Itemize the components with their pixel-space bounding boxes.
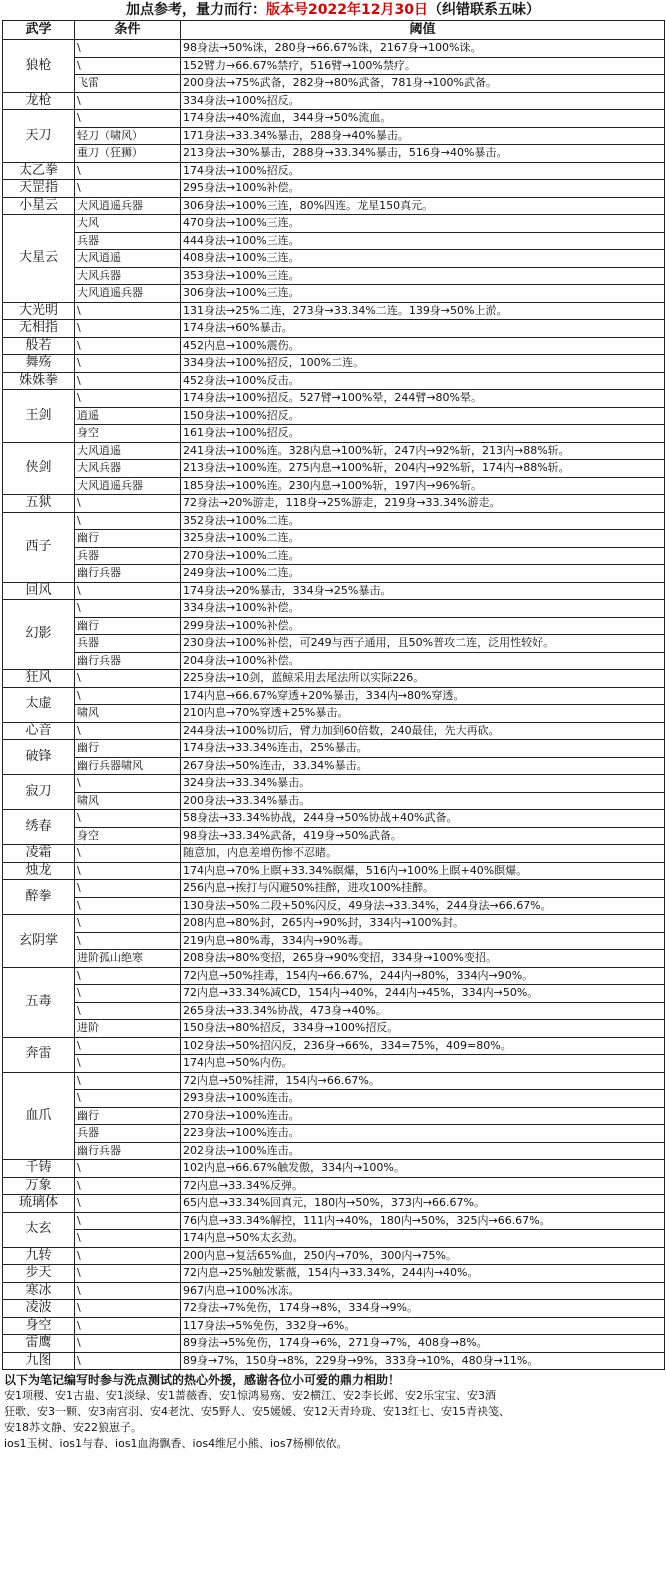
table-row bbox=[3, 792, 665, 810]
threshold-cell: 131身法→25%二连，273身→33.34%二连。139身→50%上淤。 bbox=[181, 302, 665, 320]
condition-cell: \ bbox=[75, 897, 181, 915]
table-row bbox=[3, 810, 665, 828]
threshold-cell: 306身法→100%三连，80%四连。龙星150真元。 bbox=[181, 197, 665, 215]
threshold-cell: 58身法→33.34%协战，244身→50%协战+40%武备。 bbox=[181, 810, 665, 828]
condition-cell: 逍遥 bbox=[75, 407, 181, 425]
table-row bbox=[3, 180, 665, 198]
table-row bbox=[3, 1300, 665, 1318]
condition-cell: \ bbox=[75, 1160, 181, 1178]
threshold-cell: 306身法→100%三连。 bbox=[181, 285, 665, 303]
table-row bbox=[3, 862, 665, 880]
condition-cell: \ bbox=[75, 775, 181, 793]
skill-name-cell: 太玄 bbox=[3, 1212, 75, 1247]
table-row bbox=[3, 407, 665, 425]
title-suffix: （纠错联系五味） bbox=[427, 2, 540, 18]
condition-cell: \ bbox=[75, 915, 181, 933]
condition-cell: \ bbox=[75, 1300, 181, 1318]
threshold-cell: 408身法→100%三连。 bbox=[181, 250, 665, 268]
condition-cell: 幽行 bbox=[75, 1107, 181, 1125]
condition-cell: \ bbox=[75, 337, 181, 355]
threshold-cell: 299身法→100%补偿。 bbox=[181, 617, 665, 635]
condition-cell: \ bbox=[75, 1055, 181, 1073]
table-row bbox=[3, 845, 665, 863]
table-row bbox=[3, 600, 665, 618]
threshold-cell: 72内息→50%挂毒，154内→66.67%，244内→80%，334内→90%。 bbox=[181, 967, 665, 985]
table-row bbox=[3, 687, 665, 705]
threshold-cell: 72内息→33.34%减CD，154内→40%，244内→45%，334内→50%。 bbox=[181, 985, 665, 1003]
table-row bbox=[3, 915, 665, 933]
table-row bbox=[3, 1090, 665, 1108]
threshold-cell: 150身法→80%招反，334身→100%招反。 bbox=[181, 1020, 665, 1038]
condition-cell: 身空 bbox=[75, 425, 181, 443]
condition-cell: \ bbox=[75, 1177, 181, 1195]
condition-cell: 幽行兵器 bbox=[75, 1142, 181, 1160]
table-row bbox=[3, 1107, 665, 1125]
condition-cell: \ bbox=[75, 582, 181, 600]
condition-cell: 幽行兵器啸风 bbox=[75, 757, 181, 775]
table-row bbox=[3, 1055, 665, 1073]
threshold-cell: 174身法→100%招反。 bbox=[181, 162, 665, 180]
table-body bbox=[3, 40, 665, 1370]
condition-cell: \ bbox=[75, 1195, 181, 1213]
skill-name-cell: 狂风 bbox=[3, 670, 75, 688]
condition-cell: 大风逍遥兵器 bbox=[75, 285, 181, 303]
threshold-cell: 202身法→100%连击。 bbox=[181, 1142, 665, 1160]
skill-name-cell: 九转 bbox=[3, 1247, 75, 1265]
condition-cell: 大风逍遥 bbox=[75, 250, 181, 268]
condition-cell: 兵器 bbox=[75, 232, 181, 250]
table-row bbox=[3, 880, 665, 898]
table-row bbox=[3, 425, 665, 443]
condition-cell: 大风逍遥 bbox=[75, 442, 181, 460]
skill-name-cell: 幻影 bbox=[3, 600, 75, 670]
condition-cell: 幽行 bbox=[75, 740, 181, 758]
credits-heading: 以下为笔记编写时参与洗点测试的热心外援，感谢各位小可爱的鼎力相助！ bbox=[4, 1373, 401, 1387]
threshold-cell: 72内息→25%触发紫薇，154内→33.34%，244内→40%。 bbox=[181, 1265, 665, 1283]
threshold-cell: 270身法→100%二连。 bbox=[181, 547, 665, 565]
condition-cell: 幽行 bbox=[75, 530, 181, 548]
threshold-cell: 72内息→33.34%反弹。 bbox=[181, 1177, 665, 1195]
skill-name-cell: 般若 bbox=[3, 337, 75, 355]
table-row bbox=[3, 250, 665, 268]
threshold-cell: 174身法→100%招反。527臂→100%晕，244臂→80%晕。 bbox=[181, 390, 665, 408]
skill-name-cell: 万象 bbox=[3, 1177, 75, 1195]
table-row bbox=[3, 652, 665, 670]
threshold-cell: 150身法→100%招反。 bbox=[181, 407, 665, 425]
skill-name-cell: 太乙拳 bbox=[3, 162, 75, 180]
skill-name-cell: 大光明 bbox=[3, 302, 75, 320]
table-row bbox=[3, 1230, 665, 1248]
condition-cell: \ bbox=[75, 862, 181, 880]
condition-cell: \ bbox=[75, 372, 181, 390]
condition-cell: \ bbox=[75, 1037, 181, 1055]
skill-name-cell: 五毒 bbox=[3, 967, 75, 1037]
threshold-cell: 213身法→30%暴击，288身→33.34%暴击，516身→40%暴击。 bbox=[181, 145, 665, 163]
condition-cell: 幽行兵器 bbox=[75, 565, 181, 583]
condition-cell: \ bbox=[75, 932, 181, 950]
condition-cell: 兵器 bbox=[75, 635, 181, 653]
threshold-cell: 256内息→挨打与闪避50%挂醉，进攻100%挂醉。 bbox=[181, 880, 665, 898]
header-skill: 武学 bbox=[3, 21, 75, 40]
condition-cell: 身空 bbox=[75, 827, 181, 845]
threshold-cell: 244身法→100%切后，臂力加到60倍数，240最佳，先大再砍。 bbox=[181, 722, 665, 740]
table-row bbox=[3, 565, 665, 583]
threshold-cell: 152臂力→66.67%禁疗，516臂→100%禁疗。 bbox=[181, 57, 665, 75]
table-row bbox=[3, 932, 665, 950]
credits-line: 狂歌、安3一颗、安3南宫羽、安4老沈、安5野人、安5媛媛、安12天青玲珑、安13红七、安15青袂笺、 bbox=[4, 1405, 510, 1418]
skill-name-cell: 大星云 bbox=[3, 215, 75, 303]
threshold-cell: 174身法→20%暴击，334身→25%暴击。 bbox=[181, 582, 665, 600]
skill-name-cell: 凌波 bbox=[3, 1300, 75, 1318]
table-row bbox=[3, 267, 665, 285]
condition-cell: \ bbox=[75, 880, 181, 898]
table-row bbox=[3, 302, 665, 320]
threshold-cell: 452身法→100%反击。 bbox=[181, 372, 665, 390]
skill-name-cell: 西子 bbox=[3, 512, 75, 582]
title-prefix: 加点参考，量力而行： bbox=[126, 2, 267, 18]
table-row bbox=[3, 757, 665, 775]
threshold-cell: 353身法→100%三连。 bbox=[181, 267, 665, 285]
skill-name-cell: 绣春 bbox=[3, 810, 75, 845]
table-row bbox=[3, 460, 665, 478]
condition-cell: 啸风 bbox=[75, 705, 181, 723]
threshold-cell: 72身法→20%游走，118身→25%游走，219身→33.34%游走。 bbox=[181, 495, 665, 513]
threshold-cell: 161身法→100%招反。 bbox=[181, 425, 665, 443]
threshold-cell: 117身法→5%免伤，332身→6%。 bbox=[181, 1317, 665, 1335]
threshold-cell: 89身→7%，150身→8%，229身→9%，333身→10%，480身→11%。 bbox=[181, 1352, 665, 1370]
table-row bbox=[3, 1335, 665, 1353]
table-row bbox=[3, 477, 665, 495]
skill-name-cell: 五狱 bbox=[3, 495, 75, 513]
threshold-cell: 295身法→100%补偿。 bbox=[181, 180, 665, 198]
threshold-cell: 174身法→60%暴击。 bbox=[181, 320, 665, 338]
skill-name-cell: 心音 bbox=[3, 722, 75, 740]
threshold-cell: 334身法→100%补偿。 bbox=[181, 600, 665, 618]
threshold-cell: 208身法→80%变招，265身→90%变招，334身→100%变招。 bbox=[181, 950, 665, 968]
condition-cell: 进阶孤山绝寒 bbox=[75, 950, 181, 968]
condition-cell: \ bbox=[75, 670, 181, 688]
skill-name-cell: 舞殇 bbox=[3, 355, 75, 373]
header-condition: 条件 bbox=[75, 21, 181, 40]
table-row bbox=[3, 110, 665, 128]
threshold-cell: 随意加，内息差增伤惨不忍睹。 bbox=[181, 845, 665, 863]
skill-name-cell: 九图 bbox=[3, 1352, 75, 1370]
condition-cell: \ bbox=[75, 1265, 181, 1283]
condition-cell: \ bbox=[75, 512, 181, 530]
skill-name-cell: 雷鹰 bbox=[3, 1335, 75, 1353]
condition-cell: \ bbox=[75, 810, 181, 828]
table-row bbox=[3, 670, 665, 688]
skill-name-cell: 奔雷 bbox=[3, 1037, 75, 1072]
threshold-cell: 65内息→33.34%回真元，180内→50%，373内→66.67%。 bbox=[181, 1195, 665, 1213]
table-row bbox=[3, 582, 665, 600]
condition-cell: \ bbox=[75, 600, 181, 618]
table-row bbox=[3, 1352, 665, 1370]
threshold-cell: 470身法→100%三连。 bbox=[181, 215, 665, 233]
threshold-cell: 444身法→100%三连。 bbox=[181, 232, 665, 250]
condition-cell: 重刀（狂狮） bbox=[75, 145, 181, 163]
table-row bbox=[3, 1282, 665, 1300]
table-row bbox=[3, 740, 665, 758]
table-row bbox=[3, 145, 665, 163]
table-row bbox=[3, 197, 665, 215]
condition-cell: \ bbox=[75, 302, 181, 320]
threshold-cell: 267身法→50%连击，33.34%暴击。 bbox=[181, 757, 665, 775]
condition-cell: 大风 bbox=[75, 215, 181, 233]
table-header-row bbox=[3, 21, 665, 40]
threshold-table bbox=[2, 20, 665, 1370]
condition-cell: 大风兵器 bbox=[75, 460, 181, 478]
table-row bbox=[3, 985, 665, 1003]
threshold-cell: 174内息→50%太玄劲。 bbox=[181, 1230, 665, 1248]
skill-name-cell: 太虚 bbox=[3, 687, 75, 722]
skill-name-cell: 凌霜 bbox=[3, 845, 75, 863]
threshold-cell: 76内息→33.34%解控，111内→40%，180内→50%，325内→66.67%。 bbox=[181, 1212, 665, 1230]
skill-name-cell: 烛龙 bbox=[3, 862, 75, 880]
condition-cell: \ bbox=[75, 845, 181, 863]
condition-cell: \ bbox=[75, 1072, 181, 1090]
skill-name-cell: 回风 bbox=[3, 582, 75, 600]
threshold-cell: 174内息→70%上瞑+33.34%瞑爆，516内→100%上瞑+40%瞑爆。 bbox=[181, 862, 665, 880]
threshold-cell: 98身法→33.34%武备，419身→50%武备。 bbox=[181, 827, 665, 845]
threshold-cell: 102内息→66.67%触发傲，334内→100%。 bbox=[181, 1160, 665, 1178]
threshold-cell: 200身法→33.34%暴击。 bbox=[181, 792, 665, 810]
version-label: 版本号2022年12月30日 bbox=[266, 2, 428, 18]
threshold-cell: 249身法→100%二连。 bbox=[181, 565, 665, 583]
condition-cell: \ bbox=[75, 985, 181, 1003]
threshold-cell: 452内息→100%震伤。 bbox=[181, 337, 665, 355]
condition-cell: 幽行 bbox=[75, 617, 181, 635]
threshold-cell: 293身法→100%连击。 bbox=[181, 1090, 665, 1108]
table-row bbox=[3, 1020, 665, 1038]
table-row bbox=[3, 232, 665, 250]
threshold-cell: 89身法→5%免伤，174身→6%，271身→7%，408身→8%。 bbox=[181, 1335, 665, 1353]
condition-cell: \ bbox=[75, 1352, 181, 1370]
threshold-cell: 72身法→7%免伤，174身→8%，334身→9%。 bbox=[181, 1300, 665, 1318]
table-row bbox=[3, 827, 665, 845]
credits-line: 安1项稷、安1古蛊、安1淡绿、安1蔷薇香、安1惊鸿易殇、安2横江、安2李长邺、安2乐宝宝、安3酒 bbox=[4, 1389, 496, 1402]
threshold-cell: 98身法→50%诛，280身→66.67%诛，2167身→100%诛。 bbox=[181, 40, 665, 58]
skill-name-cell: 无相指 bbox=[3, 320, 75, 338]
threshold-cell: 130身法→50%二段+50%闪反，49身法→33.34%，244身法→66.67%。 bbox=[181, 897, 665, 915]
credits-section bbox=[0, 1370, 666, 1454]
table-row bbox=[3, 1002, 665, 1020]
condition-cell: \ bbox=[75, 1090, 181, 1108]
table-row bbox=[3, 547, 665, 565]
threshold-cell: 208内息→80%封，265内→90%封，334内→100%封。 bbox=[181, 915, 665, 933]
threshold-cell: 174身法→33.34%连击，25%暴击。 bbox=[181, 740, 665, 758]
threshold-cell: 200内息→复活65%血，250内→70%，300内→75%。 bbox=[181, 1247, 665, 1265]
table-row bbox=[3, 285, 665, 303]
skill-name-cell: 玄阴掌 bbox=[3, 915, 75, 968]
condition-cell: \ bbox=[75, 320, 181, 338]
skill-name-cell: 千铸 bbox=[3, 1160, 75, 1178]
credits-line: 安18苏文静、安22狼崽子。 bbox=[4, 1421, 142, 1434]
skill-name-cell: 侠剑 bbox=[3, 442, 75, 495]
condition-cell: 啸风 bbox=[75, 792, 181, 810]
threshold-cell: 174内息→50%内伤。 bbox=[181, 1055, 665, 1073]
condition-cell: \ bbox=[75, 390, 181, 408]
table-row bbox=[3, 355, 665, 373]
condition-cell: \ bbox=[75, 1247, 181, 1265]
skill-name-cell: 狼枪 bbox=[3, 40, 75, 93]
threshold-cell: 219内息→80%毒，334内→90%毒。 bbox=[181, 932, 665, 950]
threshold-cell: 241身法→100%连。328内息→100%斩，247内→92%斩，213内→88%斩。 bbox=[181, 442, 665, 460]
condition-cell: \ bbox=[75, 110, 181, 128]
table-row bbox=[3, 617, 665, 635]
table-row bbox=[3, 775, 665, 793]
condition-cell: 轻刀（啸风） bbox=[75, 127, 181, 145]
condition-cell: \ bbox=[75, 1212, 181, 1230]
threshold-cell: 213身法→100%连。275内息→100%斩，204内→92%斩，174内→88%斩。 bbox=[181, 460, 665, 478]
threshold-cell: 324身法→33.34%暴击。 bbox=[181, 775, 665, 793]
condition-cell: 大风兵器 bbox=[75, 267, 181, 285]
table-row bbox=[3, 337, 665, 355]
condition-cell: \ bbox=[75, 162, 181, 180]
threshold-cell: 174内息→66.67%穿透+20%暴击，334内→80%穿透。 bbox=[181, 687, 665, 705]
table-row bbox=[3, 722, 665, 740]
threshold-cell: 225身法→10剑，蓝鲸采用去尾法所以实际226。 bbox=[181, 670, 665, 688]
condition-cell: \ bbox=[75, 1002, 181, 1020]
skill-name-cell: 寂刀 bbox=[3, 775, 75, 810]
table-row bbox=[3, 950, 665, 968]
table-row bbox=[3, 1265, 665, 1283]
skill-name-cell: 王剑 bbox=[3, 390, 75, 443]
threshold-cell: 102身法→50%招闪反，236身→66%，334=75%，409=80%。 bbox=[181, 1037, 665, 1055]
table-row bbox=[3, 530, 665, 548]
table-row bbox=[3, 372, 665, 390]
table-row bbox=[3, 92, 665, 110]
skill-name-cell: 步天 bbox=[3, 1265, 75, 1283]
skill-name-cell: 天刀 bbox=[3, 110, 75, 163]
table-row bbox=[3, 897, 665, 915]
threshold-cell: 334身法→100%招反，100%二连。 bbox=[181, 355, 665, 373]
table-row bbox=[3, 127, 665, 145]
table-row bbox=[3, 390, 665, 408]
threshold-cell: 210内息→70%穿透+25%暴击。 bbox=[181, 705, 665, 723]
table-row bbox=[3, 1037, 665, 1055]
table-row bbox=[3, 967, 665, 985]
condition-cell: \ bbox=[75, 92, 181, 110]
condition-cell: \ bbox=[75, 1335, 181, 1353]
condition-cell: \ bbox=[75, 40, 181, 58]
header-threshold: 阈值 bbox=[181, 21, 665, 40]
threshold-cell: 270身法→100%连击。 bbox=[181, 1107, 665, 1125]
table-row bbox=[3, 1142, 665, 1160]
threshold-cell: 72内息→50%挂滞，154内→66.67%。 bbox=[181, 1072, 665, 1090]
condition-cell: \ bbox=[75, 1230, 181, 1248]
condition-cell: 幽行兵器 bbox=[75, 652, 181, 670]
table-row bbox=[3, 1072, 665, 1090]
condition-cell: \ bbox=[75, 355, 181, 373]
threshold-cell: 230身法→100%补偿，可249与西子通用，且50%普攻二连，泛用性较好。 bbox=[181, 635, 665, 653]
credits-line: ios1玉树、ios1与春、ios1血海飘香、ios4维尼小熊、ios7杨柳依依。 bbox=[4, 1437, 348, 1450]
threshold-cell: 223身法→100%连击。 bbox=[181, 1125, 665, 1143]
skill-name-cell: 身空 bbox=[3, 1317, 75, 1335]
skill-name-cell: 醉拳 bbox=[3, 880, 75, 915]
threshold-cell: 204身法→100%补偿。 bbox=[181, 652, 665, 670]
table-row bbox=[3, 162, 665, 180]
threshold-cell: 185身法→100%连。230内息→100%斩，197内→96%斩。 bbox=[181, 477, 665, 495]
condition-cell: \ bbox=[75, 967, 181, 985]
condition-cell: 大风逍遥兵器 bbox=[75, 197, 181, 215]
threshold-cell: 352身法→100%二连。 bbox=[181, 512, 665, 530]
table-row bbox=[3, 635, 665, 653]
threshold-cell: 325身法→100%二连。 bbox=[181, 530, 665, 548]
table-row bbox=[3, 1212, 665, 1230]
table-row bbox=[3, 1247, 665, 1265]
table-row bbox=[3, 1125, 665, 1143]
table-row bbox=[3, 40, 665, 58]
skill-name-cell: 血爪 bbox=[3, 1072, 75, 1160]
condition-cell: 兵器 bbox=[75, 1125, 181, 1143]
page-title bbox=[0, 0, 666, 20]
threshold-cell: 200身法→75%武备，282身→80%武备，781身→100%武备。 bbox=[181, 75, 665, 93]
table-row bbox=[3, 75, 665, 93]
condition-cell: 兵器 bbox=[75, 547, 181, 565]
threshold-cell: 334身法→100%招反。 bbox=[181, 92, 665, 110]
table-row bbox=[3, 1317, 665, 1335]
condition-cell: 飞雷 bbox=[75, 75, 181, 93]
condition-cell: \ bbox=[75, 722, 181, 740]
table-row bbox=[3, 442, 665, 460]
skill-name-cell: 琉璃体 bbox=[3, 1195, 75, 1213]
table-row bbox=[3, 1160, 665, 1178]
condition-cell: 大风逍遥兵器 bbox=[75, 477, 181, 495]
table-row bbox=[3, 512, 665, 530]
condition-cell: \ bbox=[75, 495, 181, 513]
threshold-cell: 265身法→33.34%协战，473身→40%。 bbox=[181, 1002, 665, 1020]
threshold-cell: 967内息→100%冰冻。 bbox=[181, 1282, 665, 1300]
skill-name-cell: 寒冰 bbox=[3, 1282, 75, 1300]
threshold-cell: 171身法→33.34%暴击，288身→40%暴击。 bbox=[181, 127, 665, 145]
table-row bbox=[3, 57, 665, 75]
table-row bbox=[3, 495, 665, 513]
condition-cell: \ bbox=[75, 1282, 181, 1300]
skill-name-cell: 天罡指 bbox=[3, 180, 75, 198]
skill-name-cell: 姝姝拳 bbox=[3, 372, 75, 390]
condition-cell: \ bbox=[75, 180, 181, 198]
condition-cell: \ bbox=[75, 57, 181, 75]
table-row bbox=[3, 705, 665, 723]
skill-name-cell: 小星云 bbox=[3, 197, 75, 215]
condition-cell: \ bbox=[75, 687, 181, 705]
table-row bbox=[3, 320, 665, 338]
condition-cell: \ bbox=[75, 1317, 181, 1335]
threshold-cell: 174身法→40%流血，344身→50%流血。 bbox=[181, 110, 665, 128]
table-row bbox=[3, 1177, 665, 1195]
skill-name-cell: 破锋 bbox=[3, 740, 75, 775]
skill-name-cell: 龙枪 bbox=[3, 92, 75, 110]
condition-cell: 进阶 bbox=[75, 1020, 181, 1038]
table-row bbox=[3, 1195, 665, 1213]
table-row bbox=[3, 215, 665, 233]
